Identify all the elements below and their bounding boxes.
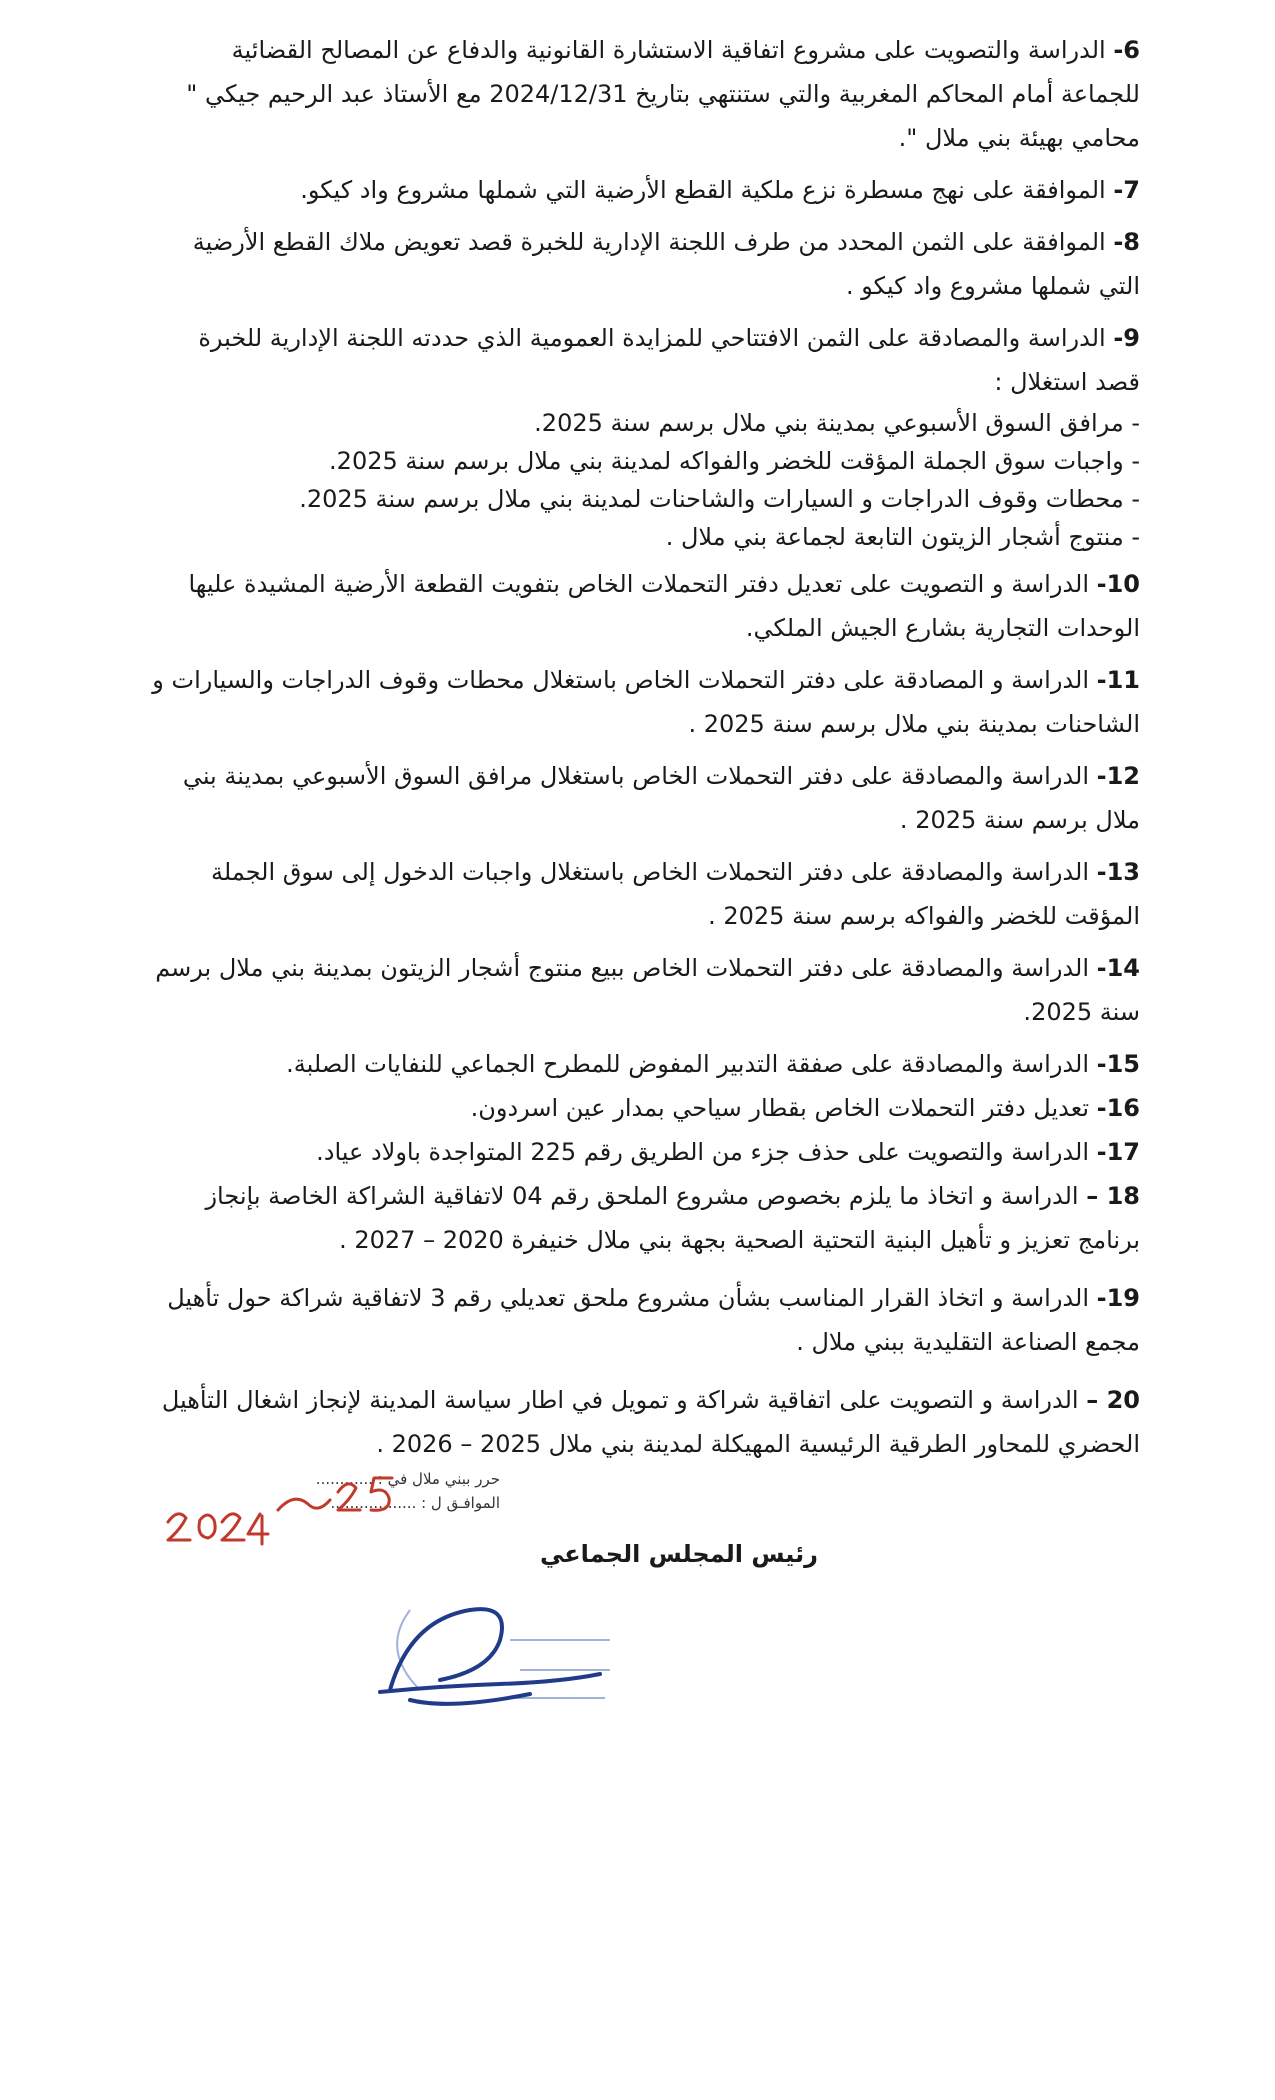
sub-item: - منتوج أشجار الزيتون التابعة لجماعة بني ملال .: [665, 523, 1140, 551]
agenda-item-6: -6 الدراسة والتصويت على مشروع اتفاقية الاستشارة القانونية والدفاع عن المصالح القضائية للجماعة أمام المحاكم المغربية والتي ستنتهي بتاريخ 2024/12/31 مع الأستاذ عبد الرحيم جيكي " محامي بهيئة بني ملال ".: [186, 36, 1140, 152]
agenda-item-10: -10 الدراسة و التصويت على تعديل دفتر التحملات الخاص بتفويت القطعة الأرضية المشيدة عليها الوحدات التجارية بشارع الجيش الملكي.: [188, 570, 1140, 642]
signature-and-stamp: [370, 1580, 630, 1730]
approved-on-line: الموافـق ل : ..................: [330, 1494, 500, 1512]
agenda-item-16: -16 تعديل دفتر التحملات الخاص بقطار سياحي بمدار عين اسردون.: [470, 1094, 1140, 1122]
agenda-item-19: -19 الدراسة و اتخاذ القرار المناسب بشأن مشروع ملحق تعديلي رقم 3 لاتفاقية شراكة حول تأهيل مجمع الصناعة التقليدية ببني ملال .: [167, 1284, 1140, 1356]
written-at-line: حرر ببني ملال في : ............: [315, 1470, 500, 1488]
agenda-item-9-sublist: [150, 404, 1140, 556]
agenda-item-20: – 20 الدراسة و التصويت على اتفاقية شراكة و تمويل في اطار سياسة المدينة لإنجاز اشغال التأهيل الحضري للمحاور الطرقية الرئيسية المهيكلة لمدينة بني ملال 2025 – 2026 .: [161, 1386, 1140, 1458]
agenda-item-9: -9 الدراسة والمصادقة على الثمن الافتتاحي للمزايدة العمومية الذي حددته اللجنة الإدارية للخبرة قصد استغلال :: [198, 324, 1140, 396]
agenda-item-7: -7 الموافقة على نهج مسطرة نزع ملكية القطع الأرضية التي شملها مشروع واد كيكو.: [300, 176, 1140, 204]
date-stamp-block: [160, 1470, 500, 1590]
sub-item: - واجبات سوق الجملة المؤقت للخضر والفواكه لمدينة بني ملال برسم سنة 2025.: [329, 447, 1140, 475]
document-body: [150, 28, 1140, 1474]
president-title: رئيس المجلس الجماعي: [540, 1540, 818, 1568]
sub-item: - مرافق السوق الأسبوعي بمدينة بني ملال برسم سنة 2025.: [534, 409, 1140, 437]
agenda-item-14: -14 الدراسة والمصادقة على دفتر التحملات الخاص ببيع منتوج أشجار الزيتون بمدينة بني ملال برسم سنة 2025.: [155, 954, 1140, 1026]
agenda-item-18: – 18 الدراسة و اتخاذ ما يلزم بخصوص مشروع الملحق رقم 04 لاتفاقية الشراكة الخاصة بإنجاز برنامج تعزيز و تأهيل البنية التحتية الصحية بجهة بني ملال خنيفرة 2020 – 2027 .: [205, 1182, 1140, 1254]
agenda-item-15: -15 الدراسة والمصادقة على صفقة التدبير المفوض للمطرح الجماعي للنفايات الصلبة.: [286, 1050, 1140, 1078]
agenda-item-8: -8 الموافقة على الثمن المحدد من طرف اللجنة الإدارية للخبرة قصد تعويض ملاك القطع الأرضية التي شملها مشروع واد كيكو .: [192, 228, 1140, 300]
sub-item: - محطات وقوف الدراجات و السيارات والشاحنات لمدينة بني ملال برسم سنة 2025.: [299, 485, 1140, 513]
handwritten-date: [160, 1470, 400, 1550]
agenda-item-12: -12 الدراسة والمصادقة على دفتر التحملات الخاص باستغلال مرافق السوق الأسبوعي بمدينة بني ملال برسم سنة 2025 .: [182, 762, 1140, 834]
agenda-item-13: -13 الدراسة والمصادقة على دفتر التحملات الخاص باستغلال واجبات الدخول إلى سوق الجملة المؤقت للخضر والفواكه برسم سنة 2025 .: [211, 858, 1140, 930]
agenda-item-11: -11 الدراسة و المصادقة على دفتر التحملات الخاص باستغلال محطات وقوف الدراجات والسيارات و الشاحنات بمدينة بني ملال برسم سنة 2025 .: [152, 666, 1140, 738]
agenda-item-17: -17 الدراسة والتصويت على حذف جزء من الطريق رقم 225 المتواجدة باولاد عياد.: [316, 1138, 1140, 1166]
